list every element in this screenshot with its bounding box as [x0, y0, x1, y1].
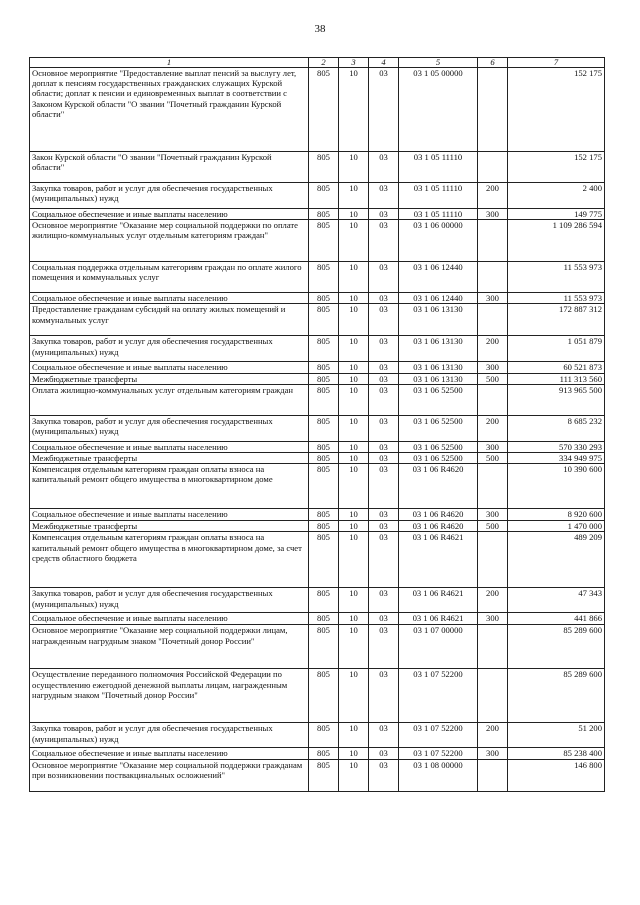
row-rz: 10	[339, 262, 369, 293]
row-pr: 03	[369, 304, 399, 336]
row-name: Закупка товаров, работ и услуг для обеспечения государственных (муниципальных) нужд	[30, 415, 309, 441]
row-vr	[478, 68, 508, 152]
col-header: 6	[478, 58, 508, 68]
row-ved: 805	[309, 220, 339, 262]
row-name: Основное мероприятие "Предоставление выплат пенсий за выслугу лет, доплат к пенсиям государственных гражданских служащих Курской области; доплат к пенсии и единовременных выплат в соответствии с Законом Курской области "О звании "Почетный гражданин Курской области"	[30, 68, 309, 152]
row-pr: 03	[369, 453, 399, 464]
row-rz: 10	[339, 521, 369, 532]
table-row	[30, 441, 605, 452]
row-vr	[478, 262, 508, 293]
row-pr: 03	[369, 68, 399, 152]
row-sum: 2 400	[508, 183, 605, 209]
row-rz: 10	[339, 723, 369, 748]
row-pr: 03	[369, 183, 399, 209]
row-ved: 805	[309, 509, 339, 521]
budget-table	[29, 57, 605, 792]
row-pr: 03	[369, 509, 399, 521]
row-csr: 03 1 08 00000	[399, 759, 478, 791]
row-pr: 03	[369, 613, 399, 625]
row-csr: 03 1 06 13130	[399, 362, 478, 373]
row-vr	[478, 464, 508, 509]
row-name: Закупка товаров, работ и услуг для обеспечения государственных (муниципальных) нужд	[30, 183, 309, 209]
table-row	[30, 152, 605, 183]
row-pr: 03	[369, 625, 399, 669]
row-vr	[478, 304, 508, 336]
row-ved: 805	[309, 68, 339, 152]
table-header	[30, 58, 605, 68]
row-pr: 03	[369, 532, 399, 588]
row-name: Социальное обеспечение и иные выплаты населению	[30, 613, 309, 625]
header-row	[30, 58, 605, 68]
row-rz: 10	[339, 453, 369, 464]
row-csr: 03 1 06 13130	[399, 336, 478, 362]
row-ved: 805	[309, 723, 339, 748]
row-ved: 805	[309, 759, 339, 791]
col-header: 3	[339, 58, 369, 68]
row-csr: 03 1 06 R4621	[399, 532, 478, 588]
row-rz: 10	[339, 759, 369, 791]
row-sum: 11 553 973	[508, 262, 605, 293]
row-csr: 03 1 07 52200	[399, 669, 478, 723]
table-row	[30, 759, 605, 791]
row-vr	[478, 220, 508, 262]
row-pr: 03	[369, 588, 399, 613]
row-pr: 03	[369, 759, 399, 791]
row-sum: 913 965 500	[508, 384, 605, 415]
row-rz: 10	[339, 441, 369, 452]
row-vr: 200	[478, 588, 508, 613]
row-sum: 85 238 400	[508, 748, 605, 759]
row-name: Компенсация отдельным категориям граждан оплаты взноса на капитальный ремонт общего имущества в многоквартирном доме, за счет средств областного бюджета	[30, 532, 309, 588]
table-row	[30, 68, 605, 152]
table-row	[30, 453, 605, 464]
row-csr: 03 1 06 13130	[399, 373, 478, 384]
row-vr: 300	[478, 613, 508, 625]
row-ved: 805	[309, 748, 339, 759]
row-pr: 03	[369, 336, 399, 362]
row-ved: 805	[309, 532, 339, 588]
row-vr: 300	[478, 209, 508, 220]
table-row	[30, 183, 605, 209]
row-pr: 03	[369, 220, 399, 262]
row-sum: 149 775	[508, 209, 605, 220]
row-vr	[478, 384, 508, 415]
row-vr: 300	[478, 293, 508, 304]
table-row	[30, 588, 605, 613]
row-sum: 1 051 879	[508, 336, 605, 362]
table-row	[30, 532, 605, 588]
row-sum: 85 289 600	[508, 669, 605, 723]
row-name: Компенсация отдельным категориям граждан оплаты взноса на капитальный ремонт общего имущества в многоквартирном доме	[30, 464, 309, 509]
row-name: Закупка товаров, работ и услуг для обеспечения государственных (муниципальных) нужд	[30, 723, 309, 748]
row-ved: 805	[309, 152, 339, 183]
row-pr: 03	[369, 209, 399, 220]
row-sum: 8 685 232	[508, 415, 605, 441]
row-rz: 10	[339, 68, 369, 152]
table-row	[30, 209, 605, 220]
row-rz: 10	[339, 336, 369, 362]
row-name: Межбюджетные трансферты	[30, 521, 309, 532]
row-vr	[478, 759, 508, 791]
row-ved: 805	[309, 336, 339, 362]
row-ved: 805	[309, 384, 339, 415]
row-pr: 03	[369, 464, 399, 509]
row-csr: 03 1 05 11110	[399, 209, 478, 220]
row-sum: 172 887 312	[508, 304, 605, 336]
row-sum: 51 200	[508, 723, 605, 748]
row-ved: 805	[309, 464, 339, 509]
table-row	[30, 625, 605, 669]
row-name: Предоставление гражданам субсидий на оплату жилых помещений и коммунальных услуг	[30, 304, 309, 336]
row-name: Основное мероприятие "Оказание мер социальной поддержки лицам, награжденным нагрудным знаком "Почетный донор России"	[30, 625, 309, 669]
row-ved: 805	[309, 521, 339, 532]
row-csr: 03 1 06 R4621	[399, 613, 478, 625]
row-name: Социальное обеспечение и иные выплаты населению	[30, 209, 309, 220]
table-row	[30, 384, 605, 415]
row-sum: 10 390 600	[508, 464, 605, 509]
row-vr	[478, 152, 508, 183]
row-ved: 805	[309, 209, 339, 220]
table-row	[30, 521, 605, 532]
row-pr: 03	[369, 262, 399, 293]
row-name: Оплата жилищно-коммунальных услуг отдельным категориям граждан	[30, 384, 309, 415]
row-ved: 805	[309, 669, 339, 723]
row-csr: 03 1 05 00000	[399, 68, 478, 152]
row-rz: 10	[339, 209, 369, 220]
row-rz: 10	[339, 669, 369, 723]
row-rz: 10	[339, 304, 369, 336]
row-sum: 1 109 286 594	[508, 220, 605, 262]
col-header: 7	[508, 58, 605, 68]
row-name: Социальное обеспечение и иные выплаты населению	[30, 441, 309, 452]
row-rz: 10	[339, 613, 369, 625]
row-rz: 10	[339, 625, 369, 669]
row-vr: 500	[478, 521, 508, 532]
row-csr: 03 1 06 52500	[399, 384, 478, 415]
row-ved: 805	[309, 373, 339, 384]
row-vr: 200	[478, 183, 508, 209]
row-rz: 10	[339, 362, 369, 373]
row-pr: 03	[369, 669, 399, 723]
row-csr: 03 1 05 11110	[399, 183, 478, 209]
row-ved: 805	[309, 625, 339, 669]
table-row	[30, 723, 605, 748]
row-csr: 03 1 06 12440	[399, 262, 478, 293]
row-csr: 03 1 06 12440	[399, 293, 478, 304]
row-csr: 03 1 06 R4621	[399, 588, 478, 613]
row-vr: 200	[478, 723, 508, 748]
row-csr: 03 1 06 52500	[399, 441, 478, 452]
row-ved: 805	[309, 415, 339, 441]
row-csr: 03 1 05 11110	[399, 152, 478, 183]
row-csr: 03 1 06 52500	[399, 415, 478, 441]
row-name: Закон Курской области "О звании "Почетный гражданин Курской области"	[30, 152, 309, 183]
row-rz: 10	[339, 293, 369, 304]
row-sum: 60 521 873	[508, 362, 605, 373]
row-name: Социальное обеспечение и иные выплаты населению	[30, 509, 309, 521]
row-name: Основное мероприятие "Оказание мер социальной поддержки по оплате жилищно-коммунальных услуг отдельным категориям граждан"	[30, 220, 309, 262]
row-csr: 03 1 06 00000	[399, 220, 478, 262]
row-ved: 805	[309, 613, 339, 625]
col-header: 2	[309, 58, 339, 68]
row-rz: 10	[339, 509, 369, 521]
row-name: Осуществление переданного полномочия Российской Федерации по осуществлению ежегодной денежной выплаты лицам, награжденным нагрудным знаком "Почетный донор России"	[30, 669, 309, 723]
row-pr: 03	[369, 441, 399, 452]
table-row	[30, 304, 605, 336]
table-row	[30, 293, 605, 304]
table-row	[30, 262, 605, 293]
row-ved: 805	[309, 293, 339, 304]
row-rz: 10	[339, 415, 369, 441]
row-csr: 03 1 07 52200	[399, 748, 478, 759]
row-csr: 03 1 07 00000	[399, 625, 478, 669]
table-row	[30, 362, 605, 373]
row-vr	[478, 669, 508, 723]
row-vr: 500	[478, 453, 508, 464]
table-row	[30, 220, 605, 262]
col-header: 4	[369, 58, 399, 68]
table-row	[30, 748, 605, 759]
row-name: Социальное обеспечение и иные выплаты населению	[30, 362, 309, 373]
row-vr	[478, 532, 508, 588]
row-sum: 47 343	[508, 588, 605, 613]
row-pr: 03	[369, 521, 399, 532]
row-ved: 805	[309, 262, 339, 293]
row-name: Социальное обеспечение и иные выплаты населению	[30, 293, 309, 304]
row-rz: 10	[339, 384, 369, 415]
row-rz: 10	[339, 588, 369, 613]
row-sum: 146 800	[508, 759, 605, 791]
row-name: Социальная поддержка отдельным категориям граждан по оплате жилого помещения и коммунальных услуг	[30, 262, 309, 293]
row-vr: 300	[478, 748, 508, 759]
row-pr: 03	[369, 362, 399, 373]
row-name: Закупка товаров, работ и услуг для обеспечения государственных (муниципальных) нужд	[30, 588, 309, 613]
row-pr: 03	[369, 384, 399, 415]
row-vr: 300	[478, 509, 508, 521]
col-header: 5	[399, 58, 478, 68]
table-row	[30, 373, 605, 384]
table-row	[30, 464, 605, 509]
row-ved: 805	[309, 588, 339, 613]
row-ved: 805	[309, 183, 339, 209]
row-ved: 805	[309, 453, 339, 464]
row-rz: 10	[339, 464, 369, 509]
row-name: Закупка товаров, работ и услуг для обеспечения государственных (муниципальных) нужд	[30, 336, 309, 362]
row-csr: 03 1 06 R4620	[399, 509, 478, 521]
row-sum: 111 313 560	[508, 373, 605, 384]
row-sum: 441 866	[508, 613, 605, 625]
row-rz: 10	[339, 748, 369, 759]
row-vr: 500	[478, 373, 508, 384]
page-number: 38	[314, 23, 326, 35]
row-pr: 03	[369, 293, 399, 304]
row-vr: 200	[478, 415, 508, 441]
row-name: Межбюджетные трансферты	[30, 373, 309, 384]
row-sum: 489 209	[508, 532, 605, 588]
row-sum: 85 289 600	[508, 625, 605, 669]
row-vr: 300	[478, 441, 508, 452]
row-csr: 03 1 06 R4620	[399, 521, 478, 532]
row-vr: 200	[478, 336, 508, 362]
row-sum: 334 949 975	[508, 453, 605, 464]
row-sum: 570 330 293	[508, 441, 605, 452]
row-sum: 11 553 973	[508, 293, 605, 304]
row-pr: 03	[369, 723, 399, 748]
table-body	[30, 68, 605, 792]
row-sum: 152 175	[508, 68, 605, 152]
row-rz: 10	[339, 220, 369, 262]
row-rz: 10	[339, 183, 369, 209]
table-row	[30, 669, 605, 723]
row-ved: 805	[309, 304, 339, 336]
row-ved: 805	[309, 441, 339, 452]
row-csr: 03 1 06 R4620	[399, 464, 478, 509]
row-pr: 03	[369, 415, 399, 441]
row-csr: 03 1 06 52500	[399, 453, 478, 464]
table-row	[30, 613, 605, 625]
row-name: Социальное обеспечение и иные выплаты населению	[30, 748, 309, 759]
row-pr: 03	[369, 373, 399, 384]
col-header: 1	[30, 58, 309, 68]
row-rz: 10	[339, 532, 369, 588]
row-sum: 1 470 000	[508, 521, 605, 532]
row-sum: 8 920 600	[508, 509, 605, 521]
row-csr: 03 1 07 52200	[399, 723, 478, 748]
row-rz: 10	[339, 373, 369, 384]
row-sum: 152 175	[508, 152, 605, 183]
table-row	[30, 336, 605, 362]
row-csr: 03 1 06 13130	[399, 304, 478, 336]
row-name: Межбюджетные трансферты	[30, 453, 309, 464]
row-name: Основное мероприятие "Оказание мер социальной поддержки гражданам при возникновении поствакцинальных осложнений"	[30, 759, 309, 791]
row-ved: 805	[309, 362, 339, 373]
row-pr: 03	[369, 748, 399, 759]
row-rz: 10	[339, 152, 369, 183]
table-row	[30, 509, 605, 521]
table-row	[30, 415, 605, 441]
row-pr: 03	[369, 152, 399, 183]
row-vr	[478, 625, 508, 669]
row-vr: 300	[478, 362, 508, 373]
